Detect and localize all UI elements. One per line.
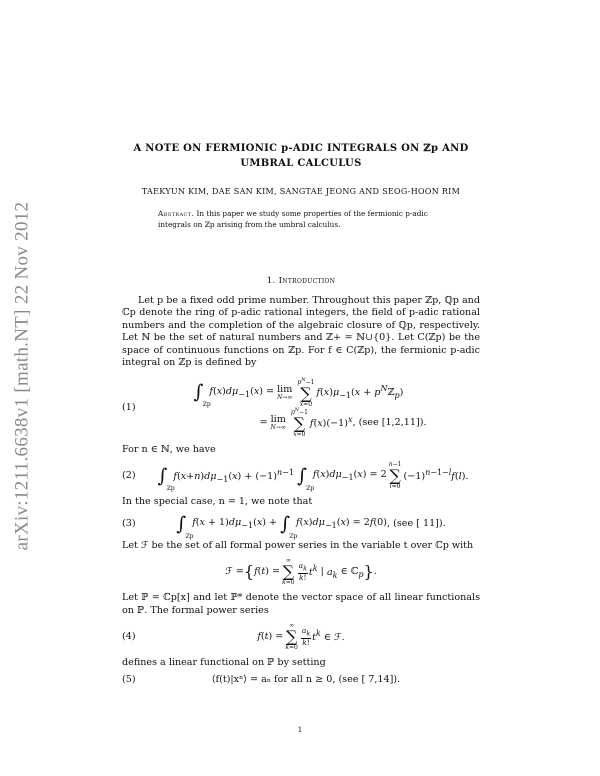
abstract <box>158 209 444 229</box>
equation-3-citation: , (see [ 11]). <box>387 517 446 529</box>
paragraph-5: Let ℙ = ℂp[x] and let ℙ* denote the vector space of all linear functionals on ℙ. The formal power series <box>122 592 480 616</box>
equation-3: (3) ∫ ℤp $f(x + 1)d\mu_{-1}(x)$ + ∫ ℤp $f(x)d\mu_{-1}(x) = 2f(0)$ , (see [ 11]). <box>122 512 446 540</box>
arxiv-side-identifier: arXiv:1211.6638v1 [math.NT] 22 Nov 2012 <box>11 201 33 550</box>
paper-title <box>122 142 480 171</box>
paragraph-3: In the special case, n = 1, we note that <box>122 496 313 508</box>
paragraph-2: For n ∈ ℕ, we have <box>122 443 216 455</box>
equation-4-number: (4) <box>122 630 136 642</box>
page-number: 1 <box>297 726 303 734</box>
equation-5-number: (5) <box>122 673 136 685</box>
equation-2-number: (2) <box>122 470 136 482</box>
equation-1-citation: , (see [1,2,11]). <box>352 416 427 428</box>
set-f-definition: ℱ = { f(t) = ∞ ∑ k=0 $\frac{a_k}{k!}$ $t^k$ | $a_k$ ∈ ℂ$_p$ } . <box>225 557 377 587</box>
equation-2: (2) ∫ ℤp $f(x+n)d\mu_{-1}(x) + (-1)^{n-1}$ ∫ ℤp $f(x)d\mu_{-1}(x) = 2$ n−1 ∑ l=0 $(-1)^{n-1-l}f(l)$. <box>122 461 469 492</box>
paragraph-4: Let ℱ be the set of all formal power series in the variable t over ℂp with <box>122 539 474 551</box>
paragraph-1: Let p be a fixed odd prime number. Throughout this paper ℤp, ℚp and ℂp denote the ring of p-adic rational integers, the field of p-adic rational numbers and the completion of the algebraic closure of ℚp, respectively. Let ℕ be the set of natural numbers and ℤ+ = ℕ∪{0}. Let C(ℤp) be the space of continuous functions on ℤp. For f ∈ C(ℤp), the fermionic p-adic integral on ℤp is defined by <box>122 294 480 369</box>
title-line-1: A NOTE ON FERMIONIC p-ADIC INTEGRALS ON ℤp AND <box>133 143 469 154</box>
section-title: Introduction <box>278 275 336 286</box>
equation-5 <box>122 674 480 686</box>
paper-page <box>122 142 480 692</box>
abstract-label: Abstract. <box>158 209 195 219</box>
equation-1: (1) ∫ ℤp $f(x)d\mu_{-1}(x)$ = lim N→∞ $p^N-1$ ∑ x=0 $f(x)\mu_{-1}(x$ + $p^Nℤ_p$) = lim N→∞ $p^N-1$ ∑ x=0 $f(x)(-1)^x$ , (see [1,2,11]). <box>122 376 427 438</box>
abstract-text: In this paper we study some properties of the fermionic p-adic integrals on ℤp arising from the umbral calculus. <box>158 209 428 229</box>
equation-5-citation: (see [ 7,14]). <box>338 673 401 685</box>
section-number: 1. <box>266 275 276 286</box>
equation-5-text: ⟨f(t)|xⁿ⟩ = aₙ for all n ≥ 0, <box>211 673 336 685</box>
title-line-2: UMBRAL CALCULUS <box>240 157 362 169</box>
authors: TAEKYUN KIM, DAE SAN KIM, SANGTAE JEONG AND SEOG-HOON RIM <box>141 187 461 196</box>
equation-1-number: (1) <box>122 401 136 413</box>
equation-3-number: (3) <box>122 517 136 529</box>
paragraph-6: defines a linear functional on ℙ by setting <box>122 657 326 669</box>
equation-4: (4) f(t) = ∞ ∑ k=0 $\frac{a_k}{k!}$ $t^k$ ∈ ℱ. <box>122 622 345 652</box>
section-heading <box>122 276 480 287</box>
